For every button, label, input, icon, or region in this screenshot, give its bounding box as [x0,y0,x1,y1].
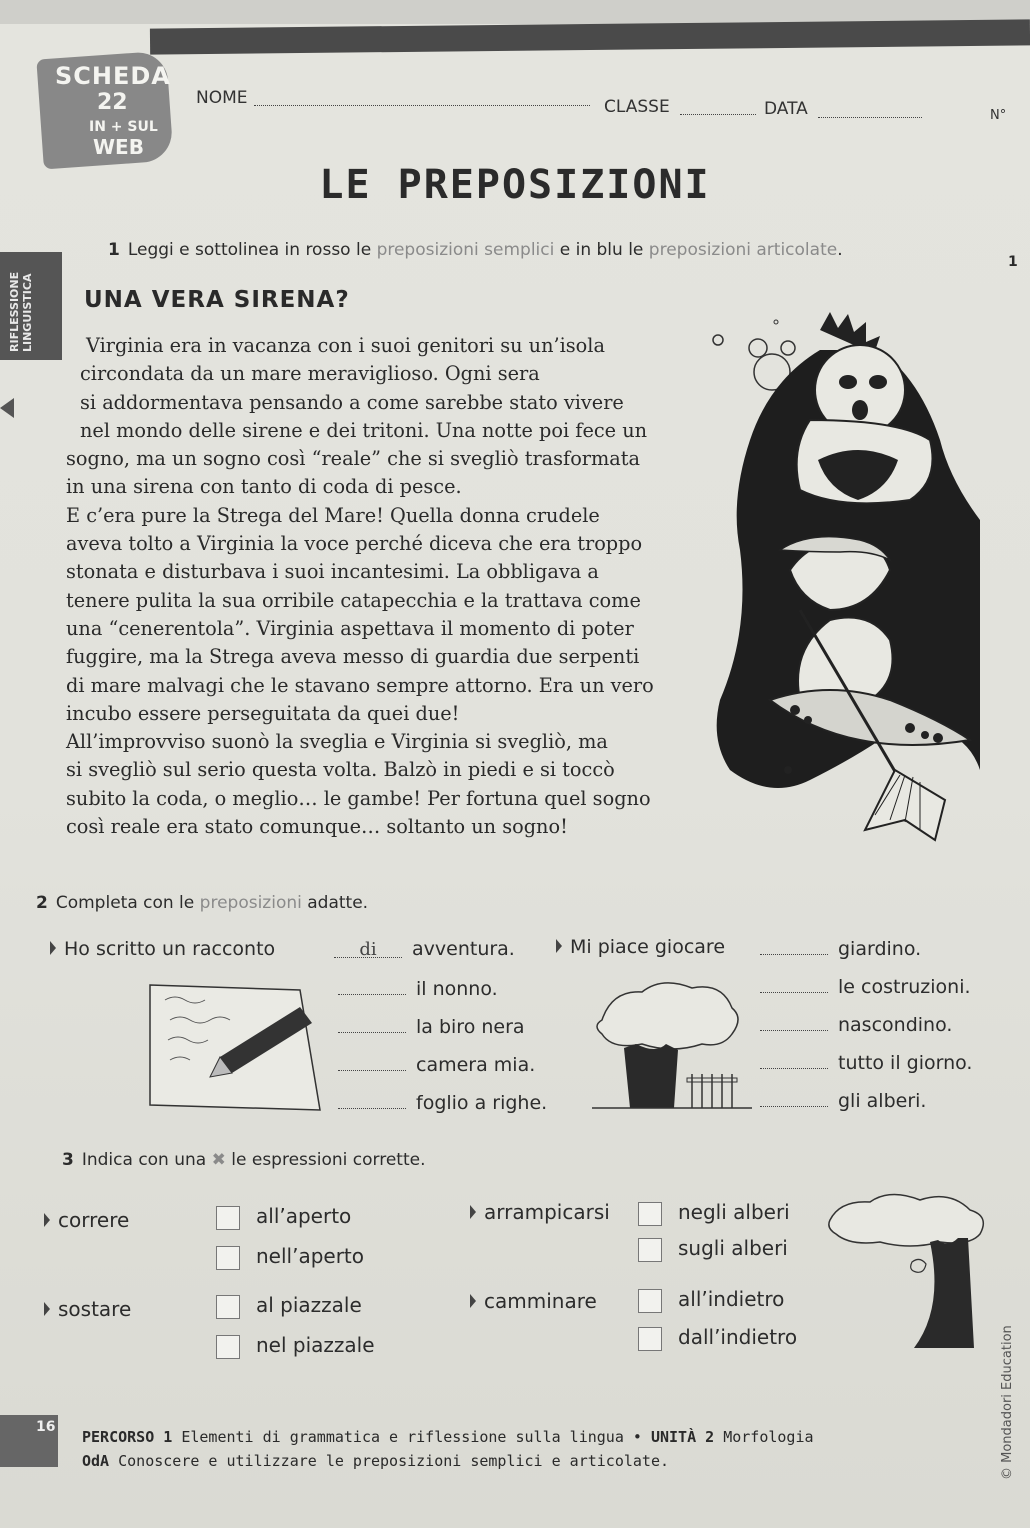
story-line: una “cenerentola”. Virginia aspettava il momento di poter [66,616,634,640]
bullet-triangle-icon [44,1213,50,1227]
exercise1-number: 1 [108,240,120,260]
checkbox[interactable] [638,1289,662,1313]
story-line: E c’era pure la Strega del Mare! Quella donna crudele [66,503,600,527]
checkbox[interactable] [216,1206,240,1230]
ex3-option-label: nel piazzale [256,1333,375,1357]
footer-line2 [82,1452,669,1470]
ex2-right-item [760,974,971,998]
story-line: di mare malvagi che le stavano sempre attorno. Era un vero [66,673,654,697]
answer-blank[interactable] [760,1012,828,1031]
scheda-number: 22 [97,90,128,115]
story-line: fuggire, ma la Strega aveva messo di guardia due serpenti [66,645,640,669]
story-line: si svegliò sul serio questa volta. Balzò in piedi e si toccò [66,758,615,782]
scheda-label-block [55,62,171,159]
right-page-number: 1 [1008,254,1018,270]
ex3-option-label: all’indietro [678,1287,785,1311]
ex3-verb: correre [58,1208,130,1232]
ex2-left-lead-row [50,938,283,960]
ex1-text-after: . [837,240,843,260]
ex2-left-lead: Ho scritto un racconto [64,938,276,960]
ex1-text-middle: e in blu le [554,240,649,260]
ex3-verb: arrampicarsi [484,1200,610,1224]
ex2-item-text: il nonno. [416,978,498,1000]
ex2-text-after: adatte. [301,893,369,913]
ex3-verb-row [44,1297,131,1321]
exercise2-number: 2 [36,893,48,913]
ex2-left-item [338,976,498,1000]
ex2-right-item [760,1012,952,1036]
n-label: N° [990,108,1007,123]
checkbox[interactable] [216,1295,240,1319]
exercise3-instruction [62,1150,426,1170]
footer-percorso: PERCORSO 1 [82,1428,173,1446]
footer-oda: OdA [82,1452,110,1470]
data-field[interactable] [818,116,922,118]
story-line: subito la coda, o meglio… le gambe! Per fortuna quel sogno [66,786,651,810]
ex3-verb-row [470,1200,630,1224]
ex2-right-item [760,1050,972,1074]
answer-blank[interactable] [338,1090,406,1109]
ex2-item-text: la biro nera [416,1016,525,1038]
side-arrow-icon [0,398,14,418]
side-tab [0,252,62,360]
ex2-text-before: Completa con le [55,893,200,913]
page-number: 16 [36,1419,56,1435]
bullet-triangle-icon [50,941,56,955]
nome-field[interactable] [254,104,590,106]
side-tab-line1: RIFLESSIONE [8,271,21,352]
ex2-item-text: avventura. [412,938,515,960]
ex3-option-label: negli alberi [678,1200,790,1224]
side-tab-text [8,272,34,352]
web-line2: WEB [93,135,144,159]
ex2-left-item [338,1090,547,1114]
ex2-left-item [338,1014,525,1038]
ex3-option-row[interactable] [638,1287,784,1313]
checkbox[interactable] [638,1238,662,1262]
checkbox[interactable] [638,1327,662,1351]
exercise2-instruction [36,893,368,913]
bullet-triangle-icon [556,939,562,953]
footer-line1 [82,1428,814,1446]
page-number-tab [0,1415,58,1467]
exercise1-instruction [108,240,843,260]
ex2-item-text: nascondino. [838,1014,953,1036]
checkbox[interactable] [216,1335,240,1359]
ex3-option-label: all’aperto [256,1204,352,1228]
ex2-item-text: le costruzioni. [838,976,971,998]
ex2-right-lead-row [556,936,725,958]
ex1-highlight1: preposizioni semplici [376,240,555,260]
ex3-verb-row [44,1208,129,1232]
ex3-option-row[interactable] [638,1236,788,1262]
tree-icon [820,1190,1000,1350]
story-text [66,332,746,841]
story-line: Virginia era in vacanza con i suoi genitori su un’isola [86,334,605,357]
ex3-verb-row [470,1289,597,1313]
story-line: sogno, ma un sogno così “reale” che si svegliò trasformata [66,447,641,471]
story-line: stonata e disturbava i suoi incantesimi. La obbligava a [66,560,599,584]
ex3-option-label: dall’indietro [678,1325,798,1349]
answer-blank[interactable] [760,1050,828,1069]
witch-mermaid-illustration [700,310,1030,880]
ex2-item-text: giardino. [838,938,922,960]
bullet-triangle-icon [44,1302,50,1316]
ex2-item-text: gli alberi. [838,1090,927,1112]
answer-blank[interactable] [760,1088,828,1107]
scheda-label: SCHEDA [55,62,171,90]
ex3-option-row[interactable] [216,1244,364,1270]
story-line: aveva tolto a Virginia la voce perché diceva che era troppo [66,532,643,556]
ex3-text-after: le espressioni corrette. [225,1150,426,1170]
answer-blank[interactable] [760,936,828,955]
ex3-option-row[interactable] [638,1200,790,1226]
nome-label: NOME [196,88,248,108]
footer-unita: UNITÀ 2 [650,1428,715,1446]
ex3-text-before: Indica con una [81,1150,212,1170]
side-tab-line2: LINGUISTICA [21,273,34,352]
bullet-triangle-icon [470,1294,476,1308]
classe-field[interactable] [680,113,756,115]
story-line: così reale era stato comunque… soltanto un sogno! [66,815,568,839]
ex3-option-label: al piazzale [256,1293,362,1317]
story-line: nel mondo delle sirene e dei tritoni. Una notte poi fece un [80,418,648,442]
answer-blank[interactable] [338,976,406,995]
ex3-option-row[interactable] [216,1333,375,1359]
story-line: All’improvviso suonò la sveglia e Virginia si svegliò, ma [66,730,608,754]
ex2-item-text: camera mia. [416,1054,536,1076]
ex2-right-item [760,1088,926,1112]
story-title: UNA VERA SIRENA? [84,287,350,313]
ex2-right-item [760,936,921,960]
ex3-option-label: sugli alberi [678,1236,788,1260]
ex3-option-label: nell’aperto [256,1244,365,1268]
story-line: incubo essere perseguitata da quei due! [66,701,460,725]
footer-line2-text: Conoscere e utilizzare le preposizioni semplici e articolate. [109,1452,670,1470]
copyright: © Mondadori Education [1000,1325,1015,1480]
top-stripe [150,19,1030,54]
ex1-text-before: Leggi e sottolinea in rosso le [127,240,377,260]
footer-line1-text: Elementi di grammatica e riflessione sulla lingua • [172,1428,651,1446]
story-line: in una sirena con tanto di coda di pesce. [66,475,462,499]
x-mark-icon: ✖ [211,1150,226,1170]
ex3-option-row[interactable] [216,1204,351,1230]
answer-blank[interactable] [338,1052,406,1071]
ex1-highlight2: preposizioni articolate [648,240,838,260]
ex2-right-lead: Mi piace giocare [570,936,726,958]
exercise3-number: 3 [62,1150,74,1170]
ex3-option-row[interactable] [216,1293,362,1319]
ex2-item-text: foglio a righe. [416,1092,548,1114]
story-line: si addormentava pensando a come sarebbe stato vivere [80,390,624,414]
footer-line1-end: Morfologia [714,1428,814,1446]
story-line: circondata da un mare meraviglioso. Ogni sera [80,362,540,386]
ex2-left-item [338,1052,535,1076]
answer-blank[interactable] [760,974,828,993]
ex3-verb: camminare [484,1289,597,1313]
ex2-item-text: tutto il giorno. [838,1052,973,1074]
checkbox[interactable] [638,1202,662,1226]
data-label: DATA [764,99,808,119]
tree-fence-icon [592,980,752,1110]
web-line1: IN + SUL [89,119,158,135]
classe-label: CLASSE [604,97,670,117]
ex3-option-row[interactable] [638,1325,797,1351]
checkbox[interactable] [216,1246,240,1270]
ex2-left-item [334,938,515,960]
bullet-triangle-icon [470,1205,476,1219]
pencil-paper-icon [140,975,330,1115]
answer-blank[interactable] [338,1014,406,1033]
answer-blank[interactable]: di [334,939,402,958]
story-line: tenere pulita la sua orribile catapecchia e la trattava come [66,588,641,612]
ex3-verb: sostare [58,1297,132,1321]
ex2-highlight: preposizioni [199,893,302,913]
page-title: LE PREPOSIZIONI [319,162,711,208]
